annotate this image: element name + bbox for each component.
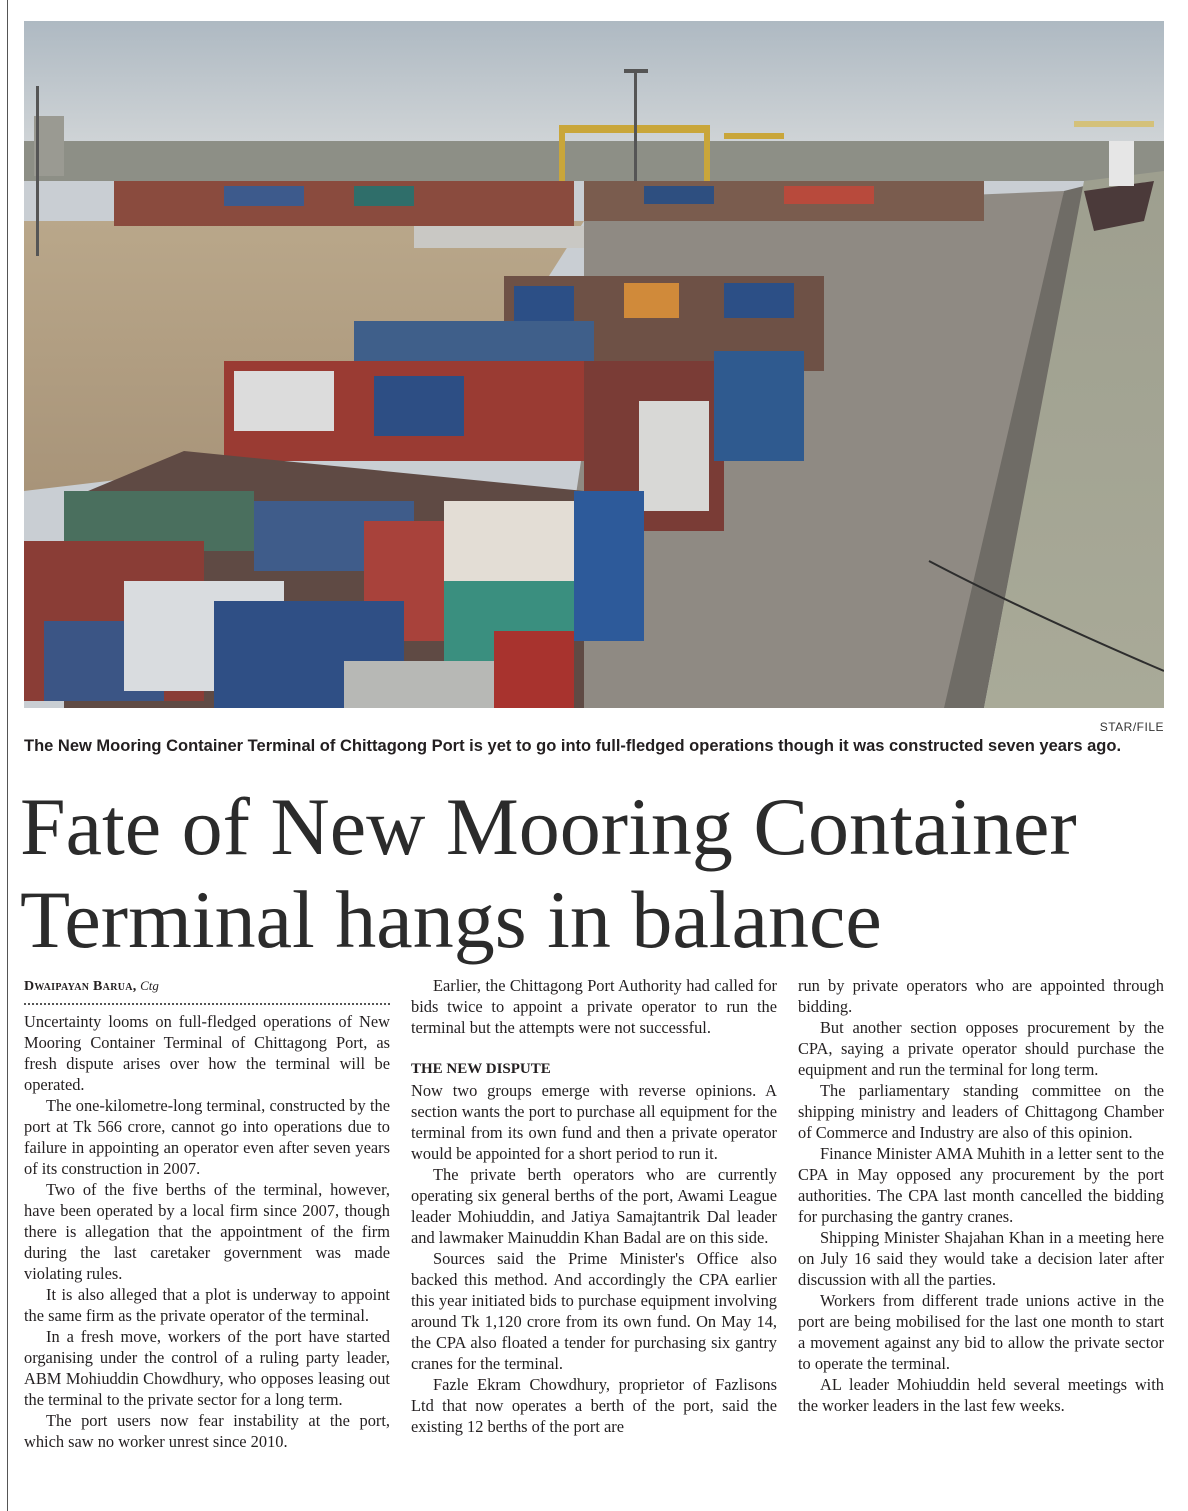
headline-line-1: Fate of New Mooring Container bbox=[20, 781, 1077, 872]
paragraph: run by private operators who are appointed through bidding. bbox=[798, 976, 1164, 1016]
paragraph: Workers from different trade unions active in the port are being mobilised for the last one month to start a movement against any bid to allow the private sector to operate the terminal. bbox=[798, 1291, 1164, 1373]
paragraph: It is also alleged that a plot is underway to appoint the same firm as the private operator of the terminal. bbox=[24, 1285, 390, 1325]
paragraph: Sources said the Prime Minister's Office also backed this method. And accordingly the CPA earlier this year initiated bids to purchase equipment involving around Tk 1,120 crore from its own fund. On May 14, the CPA also floated a tender for purchasing six gantry cranes for the terminal. bbox=[411, 1249, 777, 1373]
section-subhead: THE NEW DISPUTE bbox=[411, 1061, 551, 1077]
paragraph: Uncertainty looms on full-fledged operations of New Mooring Container Terminal of Chittagong Port, as fresh dispute arises over how the terminal will be operated. bbox=[24, 1012, 390, 1094]
paragraph: Two of the five berths of the terminal, however, have been operated by a local firm since 2007, though there is allegation that the appointment of the firm during the last caretaker government was made violating rules. bbox=[24, 1180, 390, 1283]
paragraph: AL leader Mohiuddin held several meetings with the worker leaders in the last few weeks. bbox=[798, 1375, 1164, 1415]
photo-credit: STAR/FILE bbox=[1099, 720, 1164, 734]
paragraph: The port users now fear instability at the port, which saw no worker unrest since 2010. bbox=[24, 1411, 390, 1451]
paragraph: The parliamentary standing committee on the shipping ministry and leaders of Chittagong Chamber of Commerce and Industry are also of this opinion. bbox=[798, 1081, 1164, 1142]
paragraph: Fazle Ekram Chowdhury, proprietor of Fazlisons Ltd that now operates a berth of the port, said the existing 12 berths of the port are bbox=[411, 1375, 777, 1436]
paragraph: The private berth operators who are currently operating six general berths of the port, Awami League leader Mohiuddin, and Jatiya Samajtantrik Dal leader and lawmaker Mainuddin Khan Badal are on this side. bbox=[411, 1165, 777, 1247]
photo-caption: The New Mooring Container Terminal of Chittagong Port is yet to go into full-fledged operations though it was constructed seven years ago. bbox=[24, 737, 1122, 755]
byline bbox=[24, 975, 390, 997]
paragraph: Now two groups emerge with reverse opinions. A section wants the port to purchase all equipment for the terminal from its own fund and then a private operator would be appointed for a short period to run it. bbox=[411, 1081, 777, 1163]
terminal-photo-illustration bbox=[24, 21, 1164, 708]
page-edge-rule bbox=[7, 0, 8, 1511]
headline bbox=[20, 780, 1180, 966]
paragraph: In a fresh move, workers of the port have started organising under the control of a ruling party leader, ABM Mohiuddin Chowdhury, who opposes leasing out the terminal to the private sector for a long term. bbox=[24, 1327, 390, 1409]
terminal-photo bbox=[24, 21, 1164, 708]
byline-location: Ctg bbox=[140, 978, 159, 993]
article-column-1 bbox=[24, 975, 390, 1452]
paragraph: Shipping Minister Shajahan Khan in a meeting here on July 16 said they would take a decision later after discussion with all the parties. bbox=[798, 1228, 1164, 1289]
article-column-2 bbox=[411, 975, 777, 1437]
headline-line-2: Terminal hangs in balance bbox=[20, 874, 882, 965]
article-column-3 bbox=[798, 975, 1164, 1416]
paragraph: Earlier, the Chittagong Port Authority had called for bids twice to appoint a private operator to run the terminal but the attempts were not successful. bbox=[411, 976, 777, 1037]
byline-divider bbox=[24, 1003, 390, 1005]
byline-author: Dwaipayan Barua, bbox=[24, 979, 137, 994]
paragraph: Finance Minister AMA Muhith in a letter sent to the CPA in May opposed any procurement by the port authorities. The CPA last month cancelled the bidding for purchasing the gantry cranes. bbox=[798, 1144, 1164, 1226]
paragraph: But another section opposes procurement by the CPA, saying a private operator should purchase the equipment and run the terminal for long term. bbox=[798, 1018, 1164, 1079]
paragraph: The one-kilometre-long terminal, constructed by the port at Tk 566 crore, cannot go into operations due to failure in appointing an operator even after seven years of its construction in 2007. bbox=[24, 1096, 390, 1178]
